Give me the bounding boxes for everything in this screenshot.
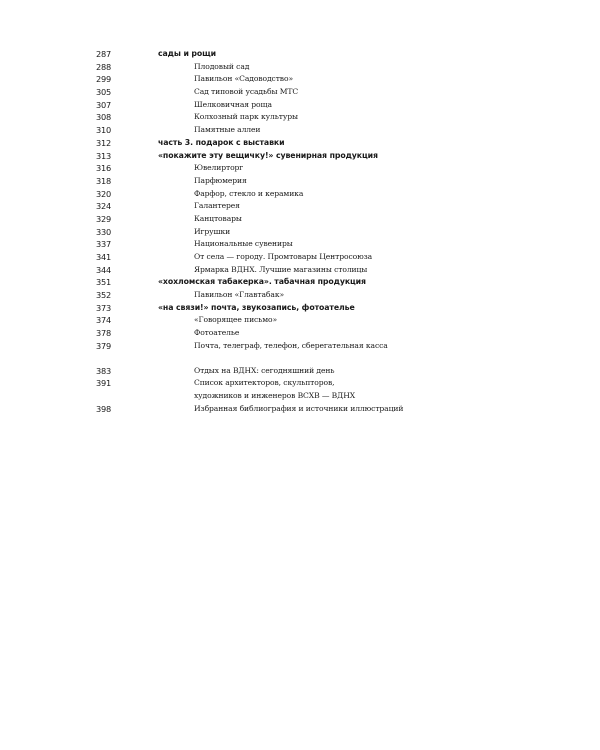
toc-item-row [0,175,600,188]
toc-page-number: 344 [96,264,112,275]
toc-section-title: сады и рощи [158,49,217,58]
toc-item-row [0,213,600,226]
toc-item-title: Ювелирторг [194,163,244,173]
table-of-contents [0,48,600,415]
toc-item-row [0,124,600,137]
toc-page-number: 316 [96,163,112,174]
toc-item-row [0,226,600,239]
toc-page-number: 383 [96,365,112,376]
toc-item-row [0,162,600,175]
toc-page-number: 305 [96,87,112,98]
toc-item-title: Почта, телеграф, телефон, сберегательная касса [194,340,388,350]
toc-item-row [0,73,600,86]
toc-item-title: Памятные аллеи [194,125,261,135]
toc-section-row [0,48,600,61]
toc-item-title: Ярмарка ВДНХ. Лучшие магазины столицы [194,264,368,274]
toc-section-title: «хохломская табакерка». табачная продукция [158,277,366,287]
toc-item-row [0,365,600,378]
toc-page-number: 320 [96,188,112,199]
toc-item-title: художников и инженеров ВСХВ — ВДНХ [194,390,356,400]
toc-page-number: 318 [96,175,112,186]
toc-item-title: Игрушки [194,226,231,236]
toc-item-row [0,327,600,340]
toc-item-title: Фарфор, стекло и керамика [194,188,304,198]
toc-item-title: Список архитекторов, скульпторов, [194,378,335,388]
toc-item-title: От села — городу. Промтовары Центросоюза [194,252,373,261]
toc-item-title: Галантерея [194,201,240,211]
toc-item-row [0,264,600,277]
toc-section-row [0,302,600,315]
toc-item-title: Избранная библиография и источники иллюстраций [194,403,404,413]
toc-page-number: 373 [96,302,112,313]
toc-page-number: 307 [96,99,112,110]
toc-section-title: «покажите эту вещичку!» сувенирная продукция [158,150,378,160]
toc-item-row [0,238,600,251]
toc-item-title: Павильон «Садоводство» [194,74,293,84]
toc-item-title: Фотоателье [194,328,240,338]
toc-item-title: Национальные сувениры [194,239,293,249]
toc-page-number: 337 [96,239,112,250]
toc-item-title: Плодовый сад [194,61,250,71]
toc-page-number: 312 [96,137,112,148]
toc-item-row [0,111,600,124]
toc-item-row [0,99,600,112]
toc-page-number: 324 [96,201,112,212]
toc-item-row [0,61,600,74]
toc-item-title: «Говорящее письмо» [194,315,278,325]
toc-item-title: Сад типовой усадьбы МТС [194,87,299,97]
toc-page-number: 352 [96,290,112,301]
toc-item-title: Павильон «Главтабак» [194,290,285,300]
toc-item-title: Шелковичная роща [194,99,272,109]
toc-section-row [0,276,600,289]
toc-item-row [0,86,600,99]
toc-page-number: 398 [96,403,112,414]
toc-page-number: 391 [96,378,112,389]
toc-page-number: 308 [96,112,112,123]
toc-item-row [0,403,600,416]
toc-item-row [0,377,600,390]
toc-page-number: 299 [96,74,112,85]
toc-page-number: 330 [96,226,112,237]
toc-item-row [0,188,600,201]
toc-item-row [0,251,600,264]
toc-page-number: 379 [96,340,112,351]
toc-section-row [0,137,600,150]
toc-page-number: 378 [96,328,112,339]
toc-page-number: 351 [96,277,112,288]
toc-item-title: Парфюмерия [194,175,247,185]
toc-item-row [0,200,600,213]
toc-page-number: 374 [96,315,112,326]
toc-item-row [0,340,600,353]
toc-item-title: Колхозный парк культуры [194,112,298,122]
toc-page-number: 341 [96,252,112,262]
toc-section-title: часть 3. подарок с выставки [158,137,285,147]
toc-item-row [0,289,600,302]
toc-item-title: Отдых на ВДНХ: сегодняшний день [194,365,335,375]
toc-page-number: 288 [96,61,112,72]
toc-item-row [0,390,600,403]
toc-item-row [0,314,600,327]
toc-section-title: «на связи!» почта, звукозапись, фотоателье [158,302,355,312]
toc-section-row [0,150,600,163]
toc-page-number: 313 [96,150,112,161]
toc-page-number: 310 [96,125,112,136]
toc-page-number: 329 [96,213,112,224]
toc-item-title: Канцтовары [194,213,242,223]
toc-page-number: 287 [96,49,112,59]
